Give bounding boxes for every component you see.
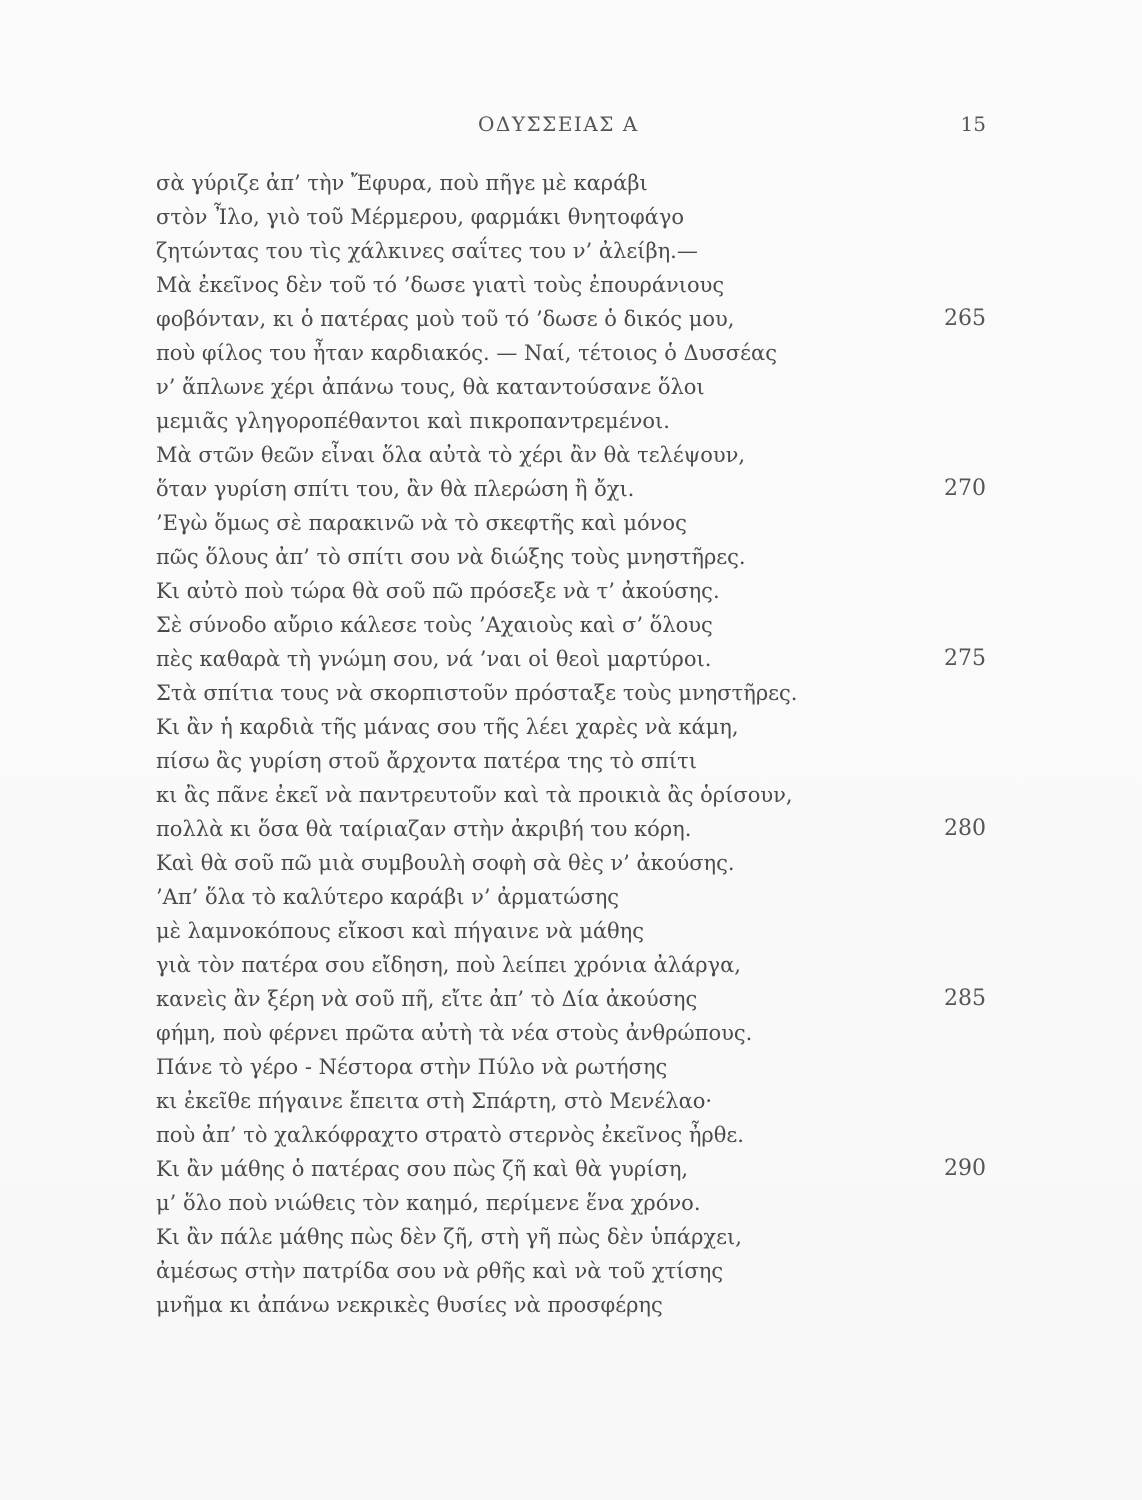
verse-text: ποὺ φίλος του ἦταν καρδιακός. — Ναί, τέτοιος ὁ Δυσσέας <box>156 341 777 365</box>
line-number: 285 <box>944 986 986 1011</box>
verse-text: ’Απ’ ὅλα τὸ καλύτερο καράβι ν’ ἀρματώσης <box>156 885 620 909</box>
verse-block <box>156 166 986 1322</box>
verse-text: γιὰ τὸν πατέρα σου εἴδηση, ποὺ λείπει χρόνια ἀλάργα, <box>156 953 741 977</box>
verse-text: ν’ ἅπλωνε χέρι ἀπάνω τους, θὰ καταντούσανε ὅλοι <box>156 375 705 399</box>
verse-line <box>156 234 986 268</box>
verse-text: πὲς καθαρὰ τὴ γνώμη σου, νά ’ναι οἱ θεοὶ μαρτύροι. <box>156 647 712 671</box>
verse-line <box>156 302 986 336</box>
line-number: 275 <box>944 646 986 671</box>
verse-text: Κι ἂν ἡ καρδιὰ τῆς μάνας σου τῆς λέει χαρὲς νὰ κάμη, <box>156 715 739 739</box>
verse-line <box>156 914 986 948</box>
verse-text: φοβόνταν, κι ὁ πατέρας μοὺ τοῦ τό ’δωσε ὁ δικός μου, <box>156 307 735 331</box>
verse-text: μεμιᾶς γληγοροπέθαντοι καὶ πικροπαντρεμένοι. <box>156 409 670 433</box>
verse-line <box>156 472 986 506</box>
verse-text: Σὲ σύνοδο αὔριο κάλεσε τοὺς ’Αχαιοὺς καὶ σ’ ὅλους <box>156 613 713 637</box>
verse-line <box>156 676 986 710</box>
verse-line <box>156 710 986 744</box>
verse-line <box>156 948 986 982</box>
verse-text: Μὰ στῶν θεῶν εἶναι ὅλα αὐτὰ τὸ χέρι ἂν θὰ τελέψουν, <box>156 443 746 467</box>
verse-text: σὰ γύριζε ἀπ’ τὴν Ἔφυρα, ποὺ πῆγε μὲ καράβι <box>156 171 648 195</box>
verse-line <box>156 812 986 846</box>
verse-line <box>156 200 986 234</box>
verse-text: Κι ἂν μάθης ὁ πατέρας σου πὼς ζῆ καὶ θὰ γυρίση, <box>156 1157 689 1181</box>
verse-text: κι ἐκεῖθε πήγαινε ἔπειτα στὴ Σπάρτη, στὸ Μενέλαο· <box>156 1089 713 1113</box>
verse-text: κι ἂς πᾶνε ἐκεῖ νὰ παντρευτοῦν καὶ τὰ προικιὰ ἂς ὁρίσουν, <box>156 783 793 807</box>
line-number: 270 <box>944 476 986 501</box>
line-number: 290 <box>944 1156 986 1181</box>
verse-line <box>156 1220 986 1254</box>
verse-line <box>156 336 986 370</box>
verse-line <box>156 1254 986 1288</box>
verse-text: μὲ λαμνοκόπους εἴκοσι καὶ πήγαινε νὰ μάθης <box>156 919 645 943</box>
verse-text: Καὶ θὰ σοῦ πῶ μιὰ συμβουλὴ σοφὴ σὰ θὲς ν’ ἀκούσης. <box>156 851 735 875</box>
verse-line <box>156 1186 986 1220</box>
verse-text: φήμη, ποὺ φέρνει πρῶτα αὐτὴ τὰ νέα στοὺς ἀνθρώπους. <box>156 1021 753 1045</box>
verse-line <box>156 1288 986 1322</box>
verse-line <box>156 982 986 1016</box>
verse-text: μ’ ὅλο ποὺ νιώθεις τὸν καημό, περίμενε ἕνα χρόνο. <box>156 1191 701 1215</box>
verse-text: κανεὶς ἂν ξέρη νὰ σοῦ πῆ, εἴτε ἀπ’ τὸ Δία ἀκούσης <box>156 987 698 1011</box>
verse-line <box>156 1050 986 1084</box>
verse-line <box>156 166 986 200</box>
verse-line <box>156 506 986 540</box>
verse-text: Πάνε τὸ γέρο - Νέστορα στὴν Πύλο νὰ ρωτήσης <box>156 1055 668 1079</box>
verse-text: στὸν Ἶλο, γιὸ τοῦ Μέρμερου, φαρμάκι θνητοφάγο <box>156 205 685 229</box>
verse-line <box>156 744 986 778</box>
verse-text: ’Εγὼ ὅμως σὲ παρακινῶ νὰ τὸ σκεφτῆς καὶ μόνος <box>156 511 687 535</box>
verse-line <box>156 370 986 404</box>
verse-text: Στὰ σπίτια τους νὰ σκορπιστοῦν πρόσταξε τοὺς μνηστῆρες. <box>156 681 798 705</box>
verse-line <box>156 608 986 642</box>
verse-text: Κι αὐτὸ ποὺ τώρα θὰ σοῦ πῶ πρόσεξε νὰ τ’ ἀκούσης. <box>156 579 720 603</box>
verse-text: ζητώντας του τὶς χάλκινες σαΐτες του ν’ ἀλείβη.— <box>156 239 698 263</box>
verse-text: Μὰ ἐκεῖνος δὲν τοῦ τό ’δωσε γιατὶ τοὺς ἐπουράνιους <box>156 273 725 297</box>
verse-line <box>156 846 986 880</box>
verse-line <box>156 540 986 574</box>
line-number: 280 <box>944 816 986 841</box>
verse-line <box>156 1016 986 1050</box>
verse-line <box>156 1084 986 1118</box>
verse-line <box>156 438 986 472</box>
line-number: 265 <box>944 306 986 331</box>
verse-text: ἀμέσως στὴν πατρίδα σου νὰ ρθῆς καὶ νὰ τοῦ χτίσης <box>156 1259 724 1283</box>
verse-line <box>156 642 986 676</box>
verse-text: πολλὰ κι ὅσα θὰ ταίριαζαν στὴν ἀκριβή του κόρη. <box>156 817 692 841</box>
verse-line <box>156 574 986 608</box>
verse-line <box>156 268 986 302</box>
running-head <box>0 112 1142 142</box>
verse-line <box>156 778 986 812</box>
verse-line <box>156 1118 986 1152</box>
verse-line <box>156 404 986 438</box>
verse-text: Κι ἂν πάλε μάθης πὼς δὲν ζῆ, στὴ γῆ πὼς δὲν ὑπάρχει, <box>156 1225 742 1249</box>
verse-line <box>156 880 986 914</box>
verse-line <box>156 1152 986 1186</box>
verse-text: πῶς ὅλους ἀπ’ τὸ σπίτι σου νὰ διώξης τοὺς μνηστῆρες. <box>156 545 746 569</box>
page-number: 15 <box>960 112 986 136</box>
verse-text: μνῆμα κι ἀπάνω νεκρικὲς θυσίες νὰ προσφέρης <box>156 1293 663 1317</box>
verse-text: πίσω ἂς γυρίση στοῦ ἄρχοντα πατέρα της τὸ σπίτι <box>156 749 697 773</box>
verse-text: ὅταν γυρίση σπίτι του, ἂν θὰ πλερώση ἢ ὄχι. <box>156 477 635 501</box>
verse-text: ποὺ ἀπ’ τὸ χαλκόφραχτο στρατὸ στερνὸς ἐκεῖνος ἦρθε. <box>156 1123 744 1147</box>
running-title: ΟΔΥΣΣΕΙΑΣ Α <box>478 112 639 136</box>
